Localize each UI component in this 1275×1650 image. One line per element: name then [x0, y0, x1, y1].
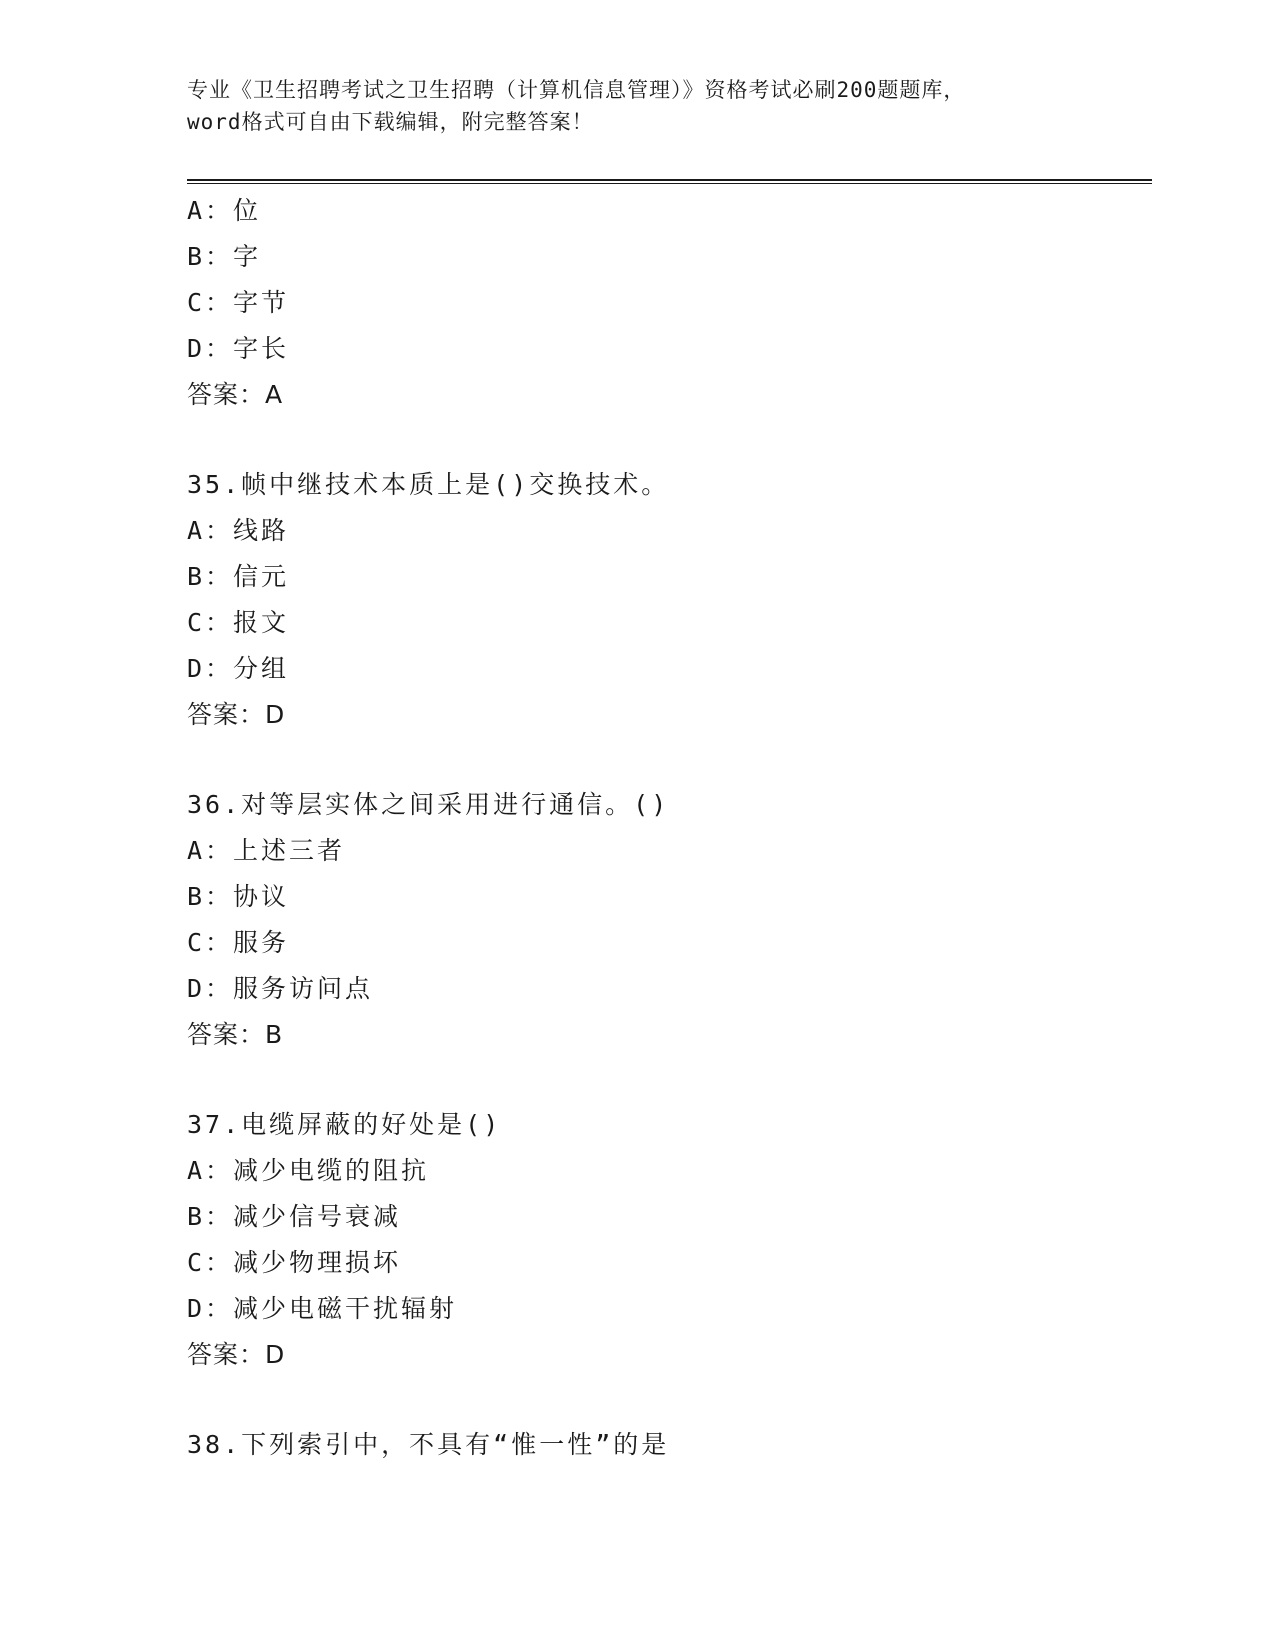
option-b: B：协议	[187, 882, 290, 911]
option-a: A：线路	[187, 516, 290, 545]
question-block-35	[187, 462, 1147, 738]
answer-line: 答案：D	[187, 1340, 286, 1369]
option-d: D：减少电磁干扰辐射	[187, 1294, 458, 1323]
option-c: C：服务	[187, 928, 290, 957]
option-d: D：分组	[187, 654, 290, 683]
option-a: A：位	[187, 196, 262, 225]
option-c: C：报文	[187, 608, 290, 637]
option-b: B：减少信号衰减	[187, 1202, 402, 1231]
question-block-37	[187, 1102, 1147, 1378]
option-d: D：字长	[187, 334, 290, 363]
option-b: B：信元	[187, 562, 290, 591]
option-c: C：减少物理损坏	[187, 1248, 402, 1277]
option-c: C：字节	[187, 288, 290, 317]
option-a: A：减少电缆的阻抗	[187, 1156, 430, 1185]
answer-line: 答案：D	[187, 700, 286, 729]
option-a: A：上述三者	[187, 836, 346, 865]
option-d: D：服务访问点	[187, 974, 374, 1003]
question-text: 36.对等层实体之间采用进行通信。()	[187, 790, 670, 819]
question-content	[187, 188, 1147, 1468]
question-text: 38.下列索引中，不具有“惟一性”的是	[187, 1430, 670, 1459]
document-header	[187, 74, 1087, 138]
question-text: 35.帧中继技术本质上是()交换技术。	[187, 470, 670, 499]
header-divider-thick	[187, 179, 1152, 181]
question-block-36	[187, 782, 1147, 1058]
question-block-34	[187, 188, 1147, 418]
header-title-line-1: 专业《卫生招聘考试之卫生招聘（计算机信息管理）》资格考试必刷200题题库，	[187, 78, 966, 102]
question-block-38	[187, 1422, 1147, 1468]
header-divider-thin	[187, 183, 1152, 184]
answer-line: 答案：A	[187, 380, 284, 409]
header-title-line-2: word格式可自由下载编辑，附完整答案！	[187, 110, 594, 134]
question-text: 37.电缆屏蔽的好处是()	[187, 1110, 502, 1139]
answer-line: 答案：B	[187, 1020, 284, 1049]
option-b: B：字	[187, 242, 262, 271]
